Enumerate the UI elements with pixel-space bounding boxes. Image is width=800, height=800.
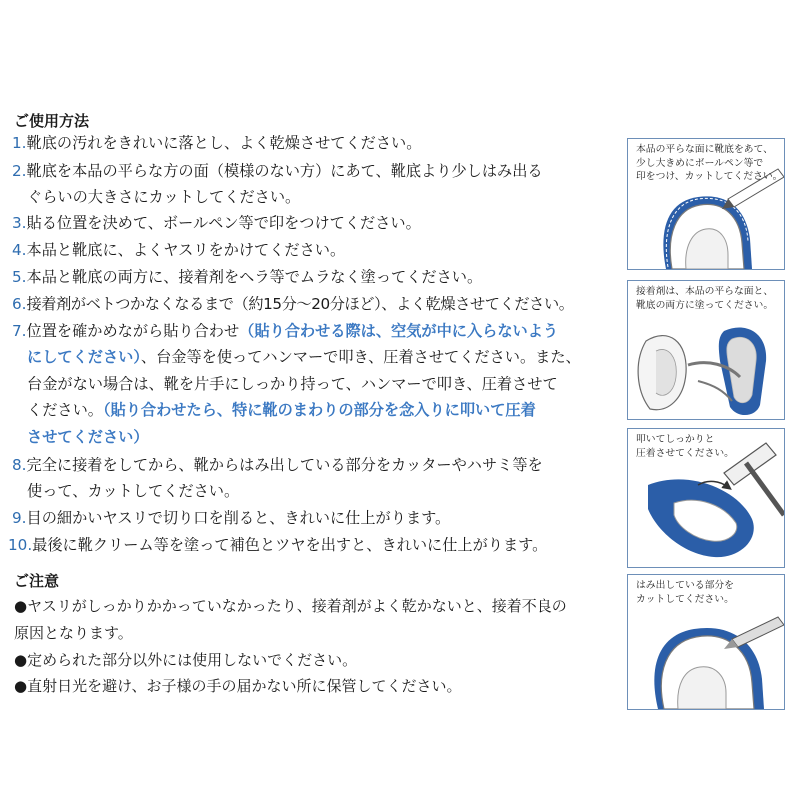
caution-item — [14, 673, 614, 700]
step-highlight: にしてください） — [27, 348, 141, 367]
caution-item — [14, 593, 614, 646]
step-2 — [12, 158, 614, 211]
step-number: 4. — [12, 241, 27, 259]
caution-text: ヤスリがしっかりかかっていなかったり、接着剤がよく乾かないと、接着不良の — [27, 597, 567, 615]
step-number: 7. — [12, 322, 27, 340]
step-1 — [12, 130, 614, 156]
step-text: 台金がない場合は、靴を片手にしっかり持って、ハンマーで叩き、圧着させて — [27, 374, 558, 393]
step-text: 目の細かいヤスリで切り口を削ると、きれいに仕上がります。 — [26, 509, 451, 527]
step-text: 靴底の汚れをきれいに落とし、よく乾燥させてください。 — [26, 134, 422, 152]
step-highlight: （貼り合わせたら、特に靴のまわりの部分を念入りに叩いて圧着 — [102, 401, 536, 420]
step-text: 最後に靴クリーム等を塗って補色とツヤを出すと、きれいに仕上がります。 — [32, 536, 548, 554]
step-text: 使って、カットしてください。 — [27, 482, 240, 501]
bullet: ● — [14, 677, 28, 695]
step-7 — [12, 318, 614, 450]
step-3 — [12, 210, 614, 236]
step-text: ください。 — [27, 401, 103, 420]
step-text: ぐらいの大きさにカットしてください。 — [27, 188, 301, 207]
step-text: 、台金等を使ってハンマーで叩き、圧着させてください。また、 — [140, 348, 581, 367]
caution-text: 定められた部分以外には使用しないでください。 — [27, 651, 358, 669]
step-number: 9. — [12, 509, 27, 527]
step-number: 5. — [12, 268, 27, 286]
panel-caption: 接着剤は、本品の平らな面と、 靴底の両方に塗ってください。 — [636, 286, 774, 311]
usage-heading: ご使用方法 — [14, 112, 90, 130]
caution-text: 直射日光を避け、お子様の手の届かない所に保管してください。 — [27, 677, 462, 695]
caution-item — [14, 647, 614, 674]
step-text: 完全に接着をしてから、靴からはみ出している部分をカッターやハサミ等を — [26, 456, 543, 474]
step-highlight: させてください） — [27, 427, 149, 446]
step-number: 2. — [12, 162, 27, 180]
step-text: 靴底を本品の平らな方の面（模様のない方）にあて、靴底より少しはみ出る — [26, 162, 543, 180]
bullet: ● — [14, 651, 28, 669]
step-text: 接着剤がベトつかなくなるまで（約15分〜20分ほど）、よく乾燥させてください。 — [26, 295, 574, 313]
illustration-panel-trim — [627, 574, 785, 710]
step-text: 本品と靴底に、よくヤスリをかけてください。 — [26, 241, 346, 259]
panel-caption: 本品の平らな面に靴底をあて、 少し大きめにボールペン等で 印をつけ、カットしてください。 — [636, 144, 783, 182]
step-6 — [12, 291, 614, 317]
step-4 — [12, 237, 614, 263]
step-number: 6. — [12, 295, 27, 313]
step-highlight: （貼り合わせる際は、空気が中に入らないよう — [239, 322, 559, 340]
step-text: 貼る位置を決めて、ボールペン等で印をつけてください。 — [26, 214, 421, 232]
illustration-panel-hammer — [627, 428, 785, 568]
step-number: 1. — [12, 134, 27, 152]
bullet: ● — [14, 597, 28, 615]
step-5 — [12, 264, 614, 290]
step-8 — [12, 452, 614, 505]
step-text: 本品と靴底の両方に、接着剤をヘラ等でムラなく塗ってください。 — [26, 268, 483, 286]
caution-text: 原因となります。 — [14, 623, 133, 642]
step-9 — [12, 505, 614, 531]
panel-caption: 叩いてしっかりと 圧着させてください。 — [636, 434, 734, 459]
illustration-panel-adhesive — [627, 280, 785, 420]
step-number: 8. — [12, 456, 27, 474]
illustration-panel-mark — [627, 138, 785, 270]
step-text: 位置を確かめながら貼り合わせ — [26, 322, 240, 340]
step-10 — [8, 532, 610, 558]
step-number: 10. — [8, 536, 33, 554]
step-number: 3. — [12, 214, 27, 232]
caution-heading: ご注意 — [14, 572, 60, 590]
panel-caption: はみ出している部分を カットしてください。 — [636, 580, 734, 605]
